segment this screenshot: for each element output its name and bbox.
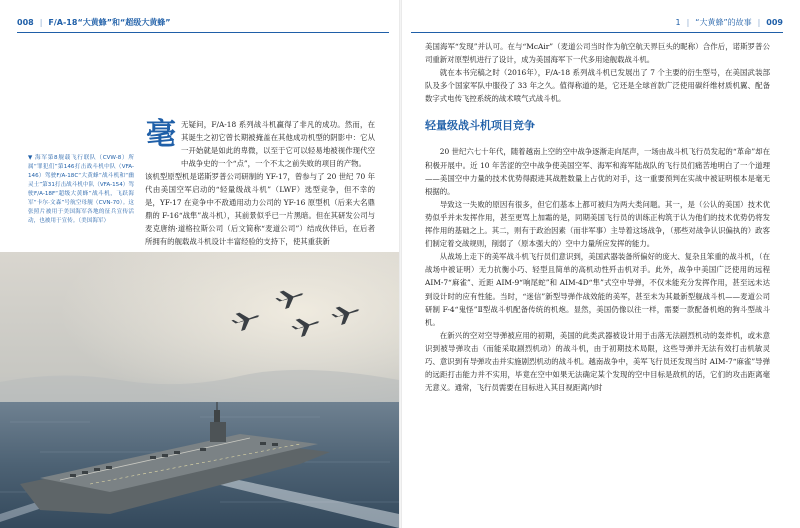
right-head-separator-2: | xyxy=(757,18,761,27)
photo-caption-text: 海军第8舰载飞行联队（CVW-8）所属“罪犯们”第146打击战斗机中队（VFA-146）驾驶F/A-18C“大黄蜂”战斗机和“幽灵士”第31打击战斗机中队（VFA-154）驾驶F/A-18F“超级大黄蜂”战斗机，飞跃海军“卡尔·文森”号航空母舰（CVN-70）。这张照片被用于美国海军各地的征兵宣传活动，也被用于宣传。（美国海军） xyxy=(28,155,134,224)
carrier-flyover-photo xyxy=(0,252,399,528)
right-paragraph-1: 美国海军“发现”并认可。在与“McAir”（麦道公司当时作为航空航天界巨头的昵称）合作后，诺斯罗普公司重新对原型机进行了设计，成为美国海军下一代多用途舰载战斗机。 xyxy=(425,42,770,65)
drop-cap: 毫 xyxy=(146,117,176,152)
left-page-number: 008 xyxy=(17,18,34,27)
caption-triangle-icon: ▼ xyxy=(28,155,34,161)
right-page-number: 009 xyxy=(766,18,783,27)
right-paragraph-2: 就在本书完稿之时（2016年），F/A-18 系列战斗机已发展出了 7 个主要的衍生型号，在美国武装部队及多个国家军队中服役了 33 年之久。值得称道的是，它还是全球首款广泛使用碳纤维材质机翼、配备数字式电传飞控系统的战术喷气式战斗机。 xyxy=(425,68,770,104)
left-head-rule xyxy=(17,32,389,33)
left-running-head xyxy=(17,17,170,28)
right-head-separator-1: | xyxy=(686,18,690,27)
right-body-text xyxy=(425,40,770,394)
left-running-title: F/A-18“大黄蜂”和“超级大黄蜂” xyxy=(48,18,171,27)
left-head-separator: | xyxy=(39,18,43,27)
right-head-rule xyxy=(411,32,783,33)
right-paragraph-5: 从战场上走下的美军战斗机飞行员们意识到，美国武器装备所偏好的庞大、复杂且笨重的战斗机，（在战场中被证明）无力抗衡小巧、轻型且简单的高机动性歼击机对手。此外，战争中美国广泛使用的远程 AIM-7“麻雀”、近距 AIM-9“响尾蛇”和 AIM-4D“隼”式空中导弹，不仅未能充分发挥作用，甚至远未达到设计时的应有性能。当时，“迷信”新型导弹作战效能的美军，甚至未为其最新型舰战斗机——麦道公司研制 F-4“鬼怪”Ⅱ型战斗机配备传统的机炮。显然，美国仍像以往一样，需要一款配备机炮的狗斗型战斗机。 xyxy=(425,252,770,327)
right-paragraph-4: 导致这一失败的原因有很多，但它们基本上都可被归为两大类问题。其一，是（公认的美国）技术优势似乎并未发挥作用，甚至更骂上加霜的是，同期美国飞行员的训练正构筑于认为他们的技术优势仍将发挥作用的基础之上。其二，则有于政治因素（而非军事）主导着这场战争，（那些对战争认识偏执的）政客们制定着交战规则，削弱了（原本强大的）空中力量所应发挥的能力。 xyxy=(425,199,770,249)
section-heading: 轻量级战斗机项目竞争 xyxy=(425,119,535,133)
left-body-text xyxy=(145,118,375,248)
chapter-title: “大黄蜂”的故事 xyxy=(695,18,752,27)
right-running-head xyxy=(676,17,784,28)
carrier-flyover-image xyxy=(0,252,399,528)
right-paragraph-6: 在新兴的空对空导弹被应用的初期，美国的此类武器被设计用于击落无法剧烈机动的轰炸机，或未意识到被导弹攻击（而能采取剧烈机动）的战斗机，由于初期技术局限，这些导弹并无法有效打击机敏灵巧、意识到有导弹攻击并实施剧烈机动的战斗机。越南战争中，美军飞行员还发现当时 AIM-7“麻雀”导弹的远距打击能力并不实用，毕竟在空中如果无法确定某个发现的空中目标是敌机的话，它们的攻击距离毫无意义。通常，飞行员需要在目标进入其目视距离内时 xyxy=(425,330,770,393)
left-body-rest: 该机型原型机是诺斯罗普公司研制的 YF-17，曾参与了 20 世纪 70 年代由美国空军启动的“轻量级战斗机”（LWF）选型竞争，但不幸的是，YF-17 在竞争中不敌通用动力公司的 YF-16 原型机（后来大名鼎鼎的 F-16“战隼”战斗机），其前景似乎已一片黑暗。但在其研发公司与麦克唐纳·道格拉斯公司（后文简称“麦道公司”）结成伙伴后，在后者所拥有的舰载战斗机设计丰富经验的支持下，使其重获新 xyxy=(145,172,375,246)
photo-caption xyxy=(28,154,134,226)
book-gutter xyxy=(399,0,402,528)
left-body-first-lines: 无疑问，F/A-18 系列战斗机赢得了非凡的成功。然而，在其诞生之初它曾长期被掩盖在其他成功机型的阴影中：它从一开始就是如此的卑微，以至于它可以轻易地被视作现代空中战争史的一个“点”，一个不太之前失败的项目的产物。 xyxy=(181,120,375,168)
chapter-number: 1 xyxy=(675,18,681,27)
right-paragraph-3: 20 世纪六七十年代，随着越南上空的空中战争逐渐走向尾声，一场由战斗机飞行员发起的“革命”却在积极开展中。近 10 年苦涩的空中战争使美国空军、海军和海军陆战队的飞行员们痛苦地明白了一个道理——美国空中力量的技术优势得跟进其战胜数量上占优的对手，这一重要预判在实战中被证明根本是毫无根据的。 xyxy=(425,147,770,196)
